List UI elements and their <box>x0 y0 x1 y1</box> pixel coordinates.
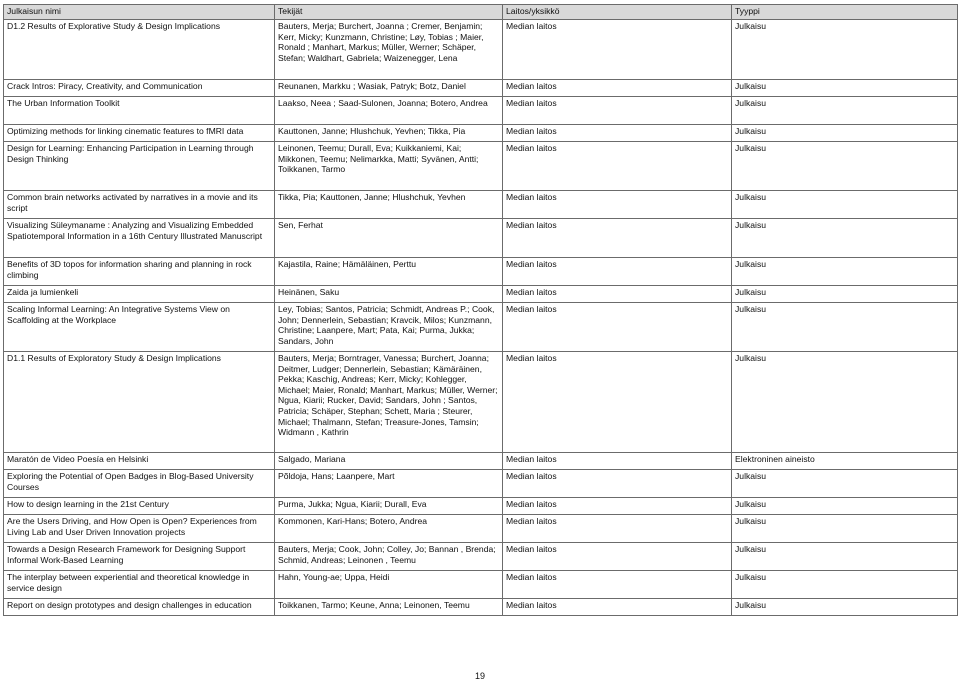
cell-title: Exploring the Potential of Open Badges in Blog-Based University Courses <box>4 470 275 498</box>
cell-department: Median laitos <box>503 498 732 515</box>
cell-type: Julkaisu <box>732 191 958 219</box>
cell-type: Julkaisu <box>732 97 958 125</box>
cell-title: Maratón de Video Poesía en Helsinki <box>4 453 275 470</box>
cell-title: Visualizing Süleymaname : Analyzing and Visualizing Embedded Spatiotemporal Information in a 16th Century Illustrated Manuscript <box>4 219 275 258</box>
table-row <box>4 515 958 543</box>
table-row <box>4 571 958 599</box>
cell-type: Julkaisu <box>732 258 958 286</box>
cell-department: Median laitos <box>503 219 732 258</box>
cell-authors: Laakso, Neea ; Saad-Sulonen, Joanna; Botero, Andrea <box>275 97 503 125</box>
cell-type: Julkaisu <box>732 599 958 616</box>
cell-authors: Kommonen, Kari-Hans; Botero, Andrea <box>275 515 503 543</box>
cell-authors: Põldoja, Hans; Laanpere, Mart <box>275 470 503 498</box>
table-header <box>4 5 958 20</box>
cell-title: Zaida ja lumienkeli <box>4 286 275 303</box>
cell-title: Design for Learning: Enhancing Participation in Learning through Design Thinking <box>4 142 275 191</box>
publications-table <box>3 4 958 616</box>
cell-title: Scaling Informal Learning: An Integrative Systems View on Scaffolding at the Workplace <box>4 303 275 352</box>
table-row <box>4 219 958 258</box>
table-row <box>4 286 958 303</box>
cell-department: Median laitos <box>503 142 732 191</box>
cell-authors: Tikka, Pia; Kauttonen, Janne; Hlushchuk, Yevhen <box>275 191 503 219</box>
header-title: Julkaisun nimi <box>4 5 275 20</box>
cell-type: Julkaisu <box>732 515 958 543</box>
cell-type: Julkaisu <box>732 125 958 142</box>
cell-type: Julkaisu <box>732 571 958 599</box>
cell-type: Julkaisu <box>732 142 958 191</box>
header-type: Tyyppi <box>732 5 958 20</box>
cell-authors: Bauters, Merja; Borntrager, Vanessa; Burchert, Joanna; Deitmer, Ludger; Dennerlein, Sebastian; Kämäräinen, Pekka; Kaschig, Andreas; Kerr, Micky; Kohlegger, Michael; Maier, Ronald; Manhart, Markus; Müller, Werner; Ngua, Kiarii; Rucker, David; Sandars, John ; Santos, Patricia; Schäper, Stephan; Schett, Maria ; Steurer, Michael; Thalmann, Stefan; Treasure-Jones, Tamsin; Widmann , Kathrin <box>275 352 503 453</box>
table-row <box>4 20 958 80</box>
cell-title: Common brain networks activated by narratives in a movie and its script <box>4 191 275 219</box>
cell-department: Median laitos <box>503 571 732 599</box>
cell-authors: Reunanen, Markku ; Wasiak, Patryk; Botz, Daniel <box>275 80 503 97</box>
table-row <box>4 599 958 616</box>
cell-type: Julkaisu <box>732 498 958 515</box>
cell-authors: Salgado, Mariana <box>275 453 503 470</box>
cell-type: Elektroninen aineisto <box>732 453 958 470</box>
cell-title: Report on design prototypes and design challenges in education <box>4 599 275 616</box>
cell-department: Median laitos <box>503 258 732 286</box>
table-row <box>4 97 958 125</box>
cell-authors: Leinonen, Teemu; Durall, Eva; Kuikkaniemi, Kai; Mikkonen, Teemu; Nelimarkka, Matti; Syvänen, Antti; Toikkanen, Tarmo <box>275 142 503 191</box>
cell-department: Median laitos <box>503 515 732 543</box>
cell-department: Median laitos <box>503 125 732 142</box>
table-row <box>4 303 958 352</box>
cell-authors: Toikkanen, Tarmo; Keune, Anna; Leinonen, Teemu <box>275 599 503 616</box>
cell-type: Julkaisu <box>732 286 958 303</box>
table-row <box>4 352 958 453</box>
table-row <box>4 258 958 286</box>
cell-type: Julkaisu <box>732 219 958 258</box>
table-row <box>4 453 958 470</box>
cell-authors: Kauttonen, Janne; Hlushchuk, Yevhen; Tikka, Pia <box>275 125 503 142</box>
cell-type: Julkaisu <box>732 303 958 352</box>
table-row <box>4 142 958 191</box>
cell-title: Are the Users Driving, and How Open is Open? Experiences from Living Lab and User Driven Innovation projects <box>4 515 275 543</box>
cell-title: Towards a Design Research Framework for Designing Support Informal Work-Based Learning <box>4 543 275 571</box>
table-row <box>4 80 958 97</box>
table-row <box>4 498 958 515</box>
cell-authors: Purma, Jukka; Ngua, Kiarii; Durall, Eva <box>275 498 503 515</box>
cell-authors: Bauters, Merja; Burchert, Joanna ; Cremer, Benjamin; Kerr, Micky; Kunzmann, Christine; Løy, Tobias ; Maier, Ronald ; Manhart, Markus; Müller, Werner; Schäper, Stefan; Waldhart, Gabriela; Waizenegger, Lena <box>275 20 503 80</box>
table-body <box>4 20 958 616</box>
cell-title: The Urban Information Toolkit <box>4 97 275 125</box>
cell-authors: Kajastila, Raine; Hämäläinen, Perttu <box>275 258 503 286</box>
cell-type: Julkaisu <box>732 80 958 97</box>
cell-department: Median laitos <box>503 543 732 571</box>
cell-type: Julkaisu <box>732 543 958 571</box>
cell-title: Benefits of 3D topos for information sharing and planning in rock climbing <box>4 258 275 286</box>
page-number: 19 <box>474 671 485 681</box>
cell-authors: Hahn, Young-ae; Uppa, Heidi <box>275 571 503 599</box>
table-row <box>4 470 958 498</box>
cell-title: D1.2 Results of Explorative Study & Design Implications <box>4 20 275 80</box>
header-row <box>4 5 958 20</box>
cell-type: Julkaisu <box>732 352 958 453</box>
cell-department: Median laitos <box>503 20 732 80</box>
table-row <box>4 191 958 219</box>
cell-department: Median laitos <box>503 470 732 498</box>
cell-department: Median laitos <box>503 286 732 303</box>
cell-department: Median laitos <box>503 80 732 97</box>
cell-authors: Ley, Tobias; Santos, Patricia; Schmidt, Andreas P.; Cook, John; Dennerlein, Sebastian; Kravcik, Milos; Kunzmann, Christine; Laanpere, Mart; Pata, Kai; Purma, Jukka; Sandars, John <box>275 303 503 352</box>
cell-department: Median laitos <box>503 97 732 125</box>
cell-title: D1.1 Results of Exploratory Study & Design Implications <box>4 352 275 453</box>
header-department: Laitos/yksikkö <box>503 5 732 20</box>
cell-title: How to design learning in the 21st Century <box>4 498 275 515</box>
cell-department: Median laitos <box>503 191 732 219</box>
cell-title: The interplay between experiential and theoretical knowledge in service design <box>4 571 275 599</box>
cell-title: Optimizing methods for linking cinematic features to fMRI data <box>4 125 275 142</box>
cell-department: Median laitos <box>503 453 732 470</box>
cell-department: Median laitos <box>503 303 732 352</box>
cell-department: Median laitos <box>503 599 732 616</box>
cell-type: Julkaisu <box>732 470 958 498</box>
cell-authors: Bauters, Merja; Cook, John; Colley, Jo; Bannan , Brenda; Schmid, Andreas; Leinonen , Teemu <box>275 543 503 571</box>
cell-authors: Heinänen, Saku <box>275 286 503 303</box>
cell-authors: Sen, Ferhat <box>275 219 503 258</box>
table-row <box>4 125 958 142</box>
header-authors: Tekijät <box>275 5 503 20</box>
cell-type: Julkaisu <box>732 20 958 80</box>
cell-department: Median laitos <box>503 352 732 453</box>
cell-title: Crack Intros: Piracy, Creativity, and Communication <box>4 80 275 97</box>
table-row <box>4 543 958 571</box>
